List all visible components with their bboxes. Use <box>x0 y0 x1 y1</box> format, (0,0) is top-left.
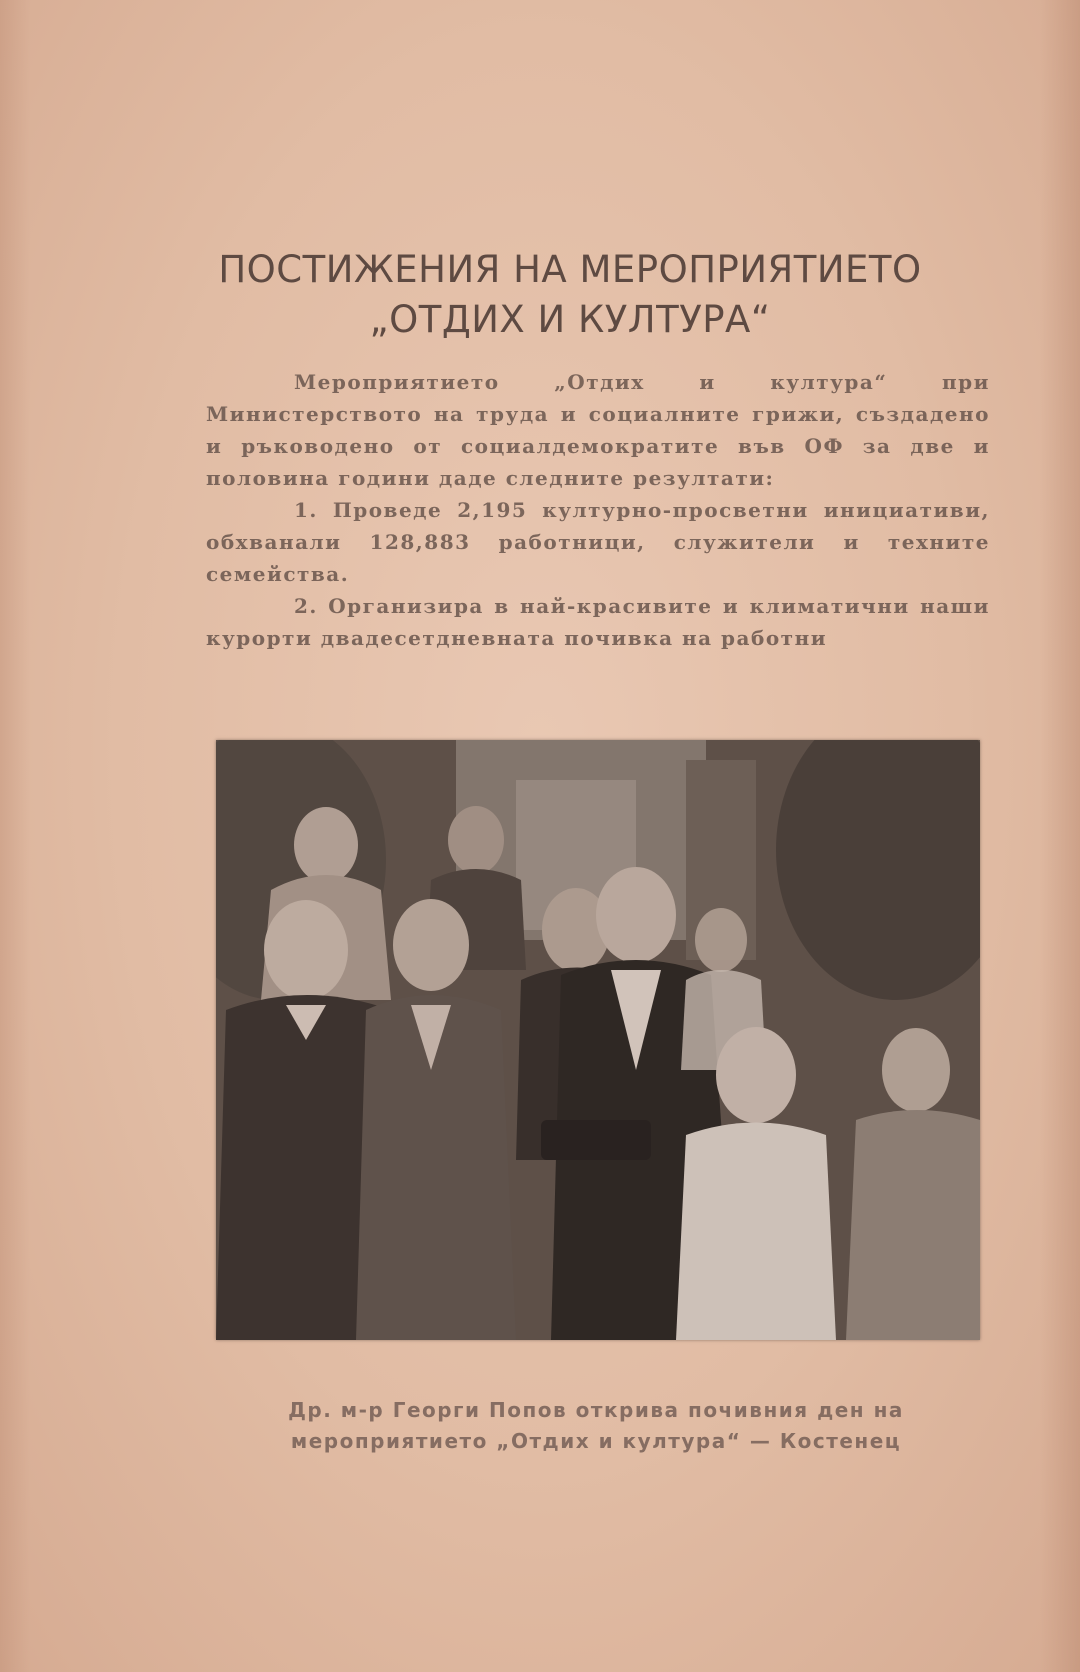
article-paragraph-point-1: 1. Проведе 2,195 културно-просветни инициативи, обхванали 128,883 работници, служители и техните семейства. <box>206 498 990 586</box>
page-edge-shadow-left <box>0 0 30 1672</box>
article-paragraph-point-2: 2. Организира в най-красивите и климатични наши курорти двадесетдневната почивка на работни <box>206 594 990 650</box>
article-title-line-2: „ОТДИХ И КУЛТУРА“ <box>369 298 771 341</box>
photo-caption-line-2: мероприятието „Отдих и култура“ — Костенец <box>290 1429 902 1453</box>
photo-caption-line-1: Др. м-р Георги Попов открива почивния ден на <box>288 1398 904 1422</box>
article-title <box>160 245 980 345</box>
group-photo <box>216 740 980 1340</box>
article-title-line-1: ПОСТИЖЕНИЯ НА МЕРОПРИЯТИЕТО <box>218 248 922 291</box>
group-photo-illustration <box>216 740 980 1340</box>
article-body <box>206 366 990 654</box>
page-edge-shadow-right <box>1040 0 1080 1672</box>
photo-caption <box>236 1395 956 1457</box>
article-paragraph-intro: Мероприятието „Отдих и култура“ при Министерството на труда и социалните грижи, създадено и ръководено от социалдемократите във ОФ за две и половина години даде следните резултати: <box>206 370 990 490</box>
